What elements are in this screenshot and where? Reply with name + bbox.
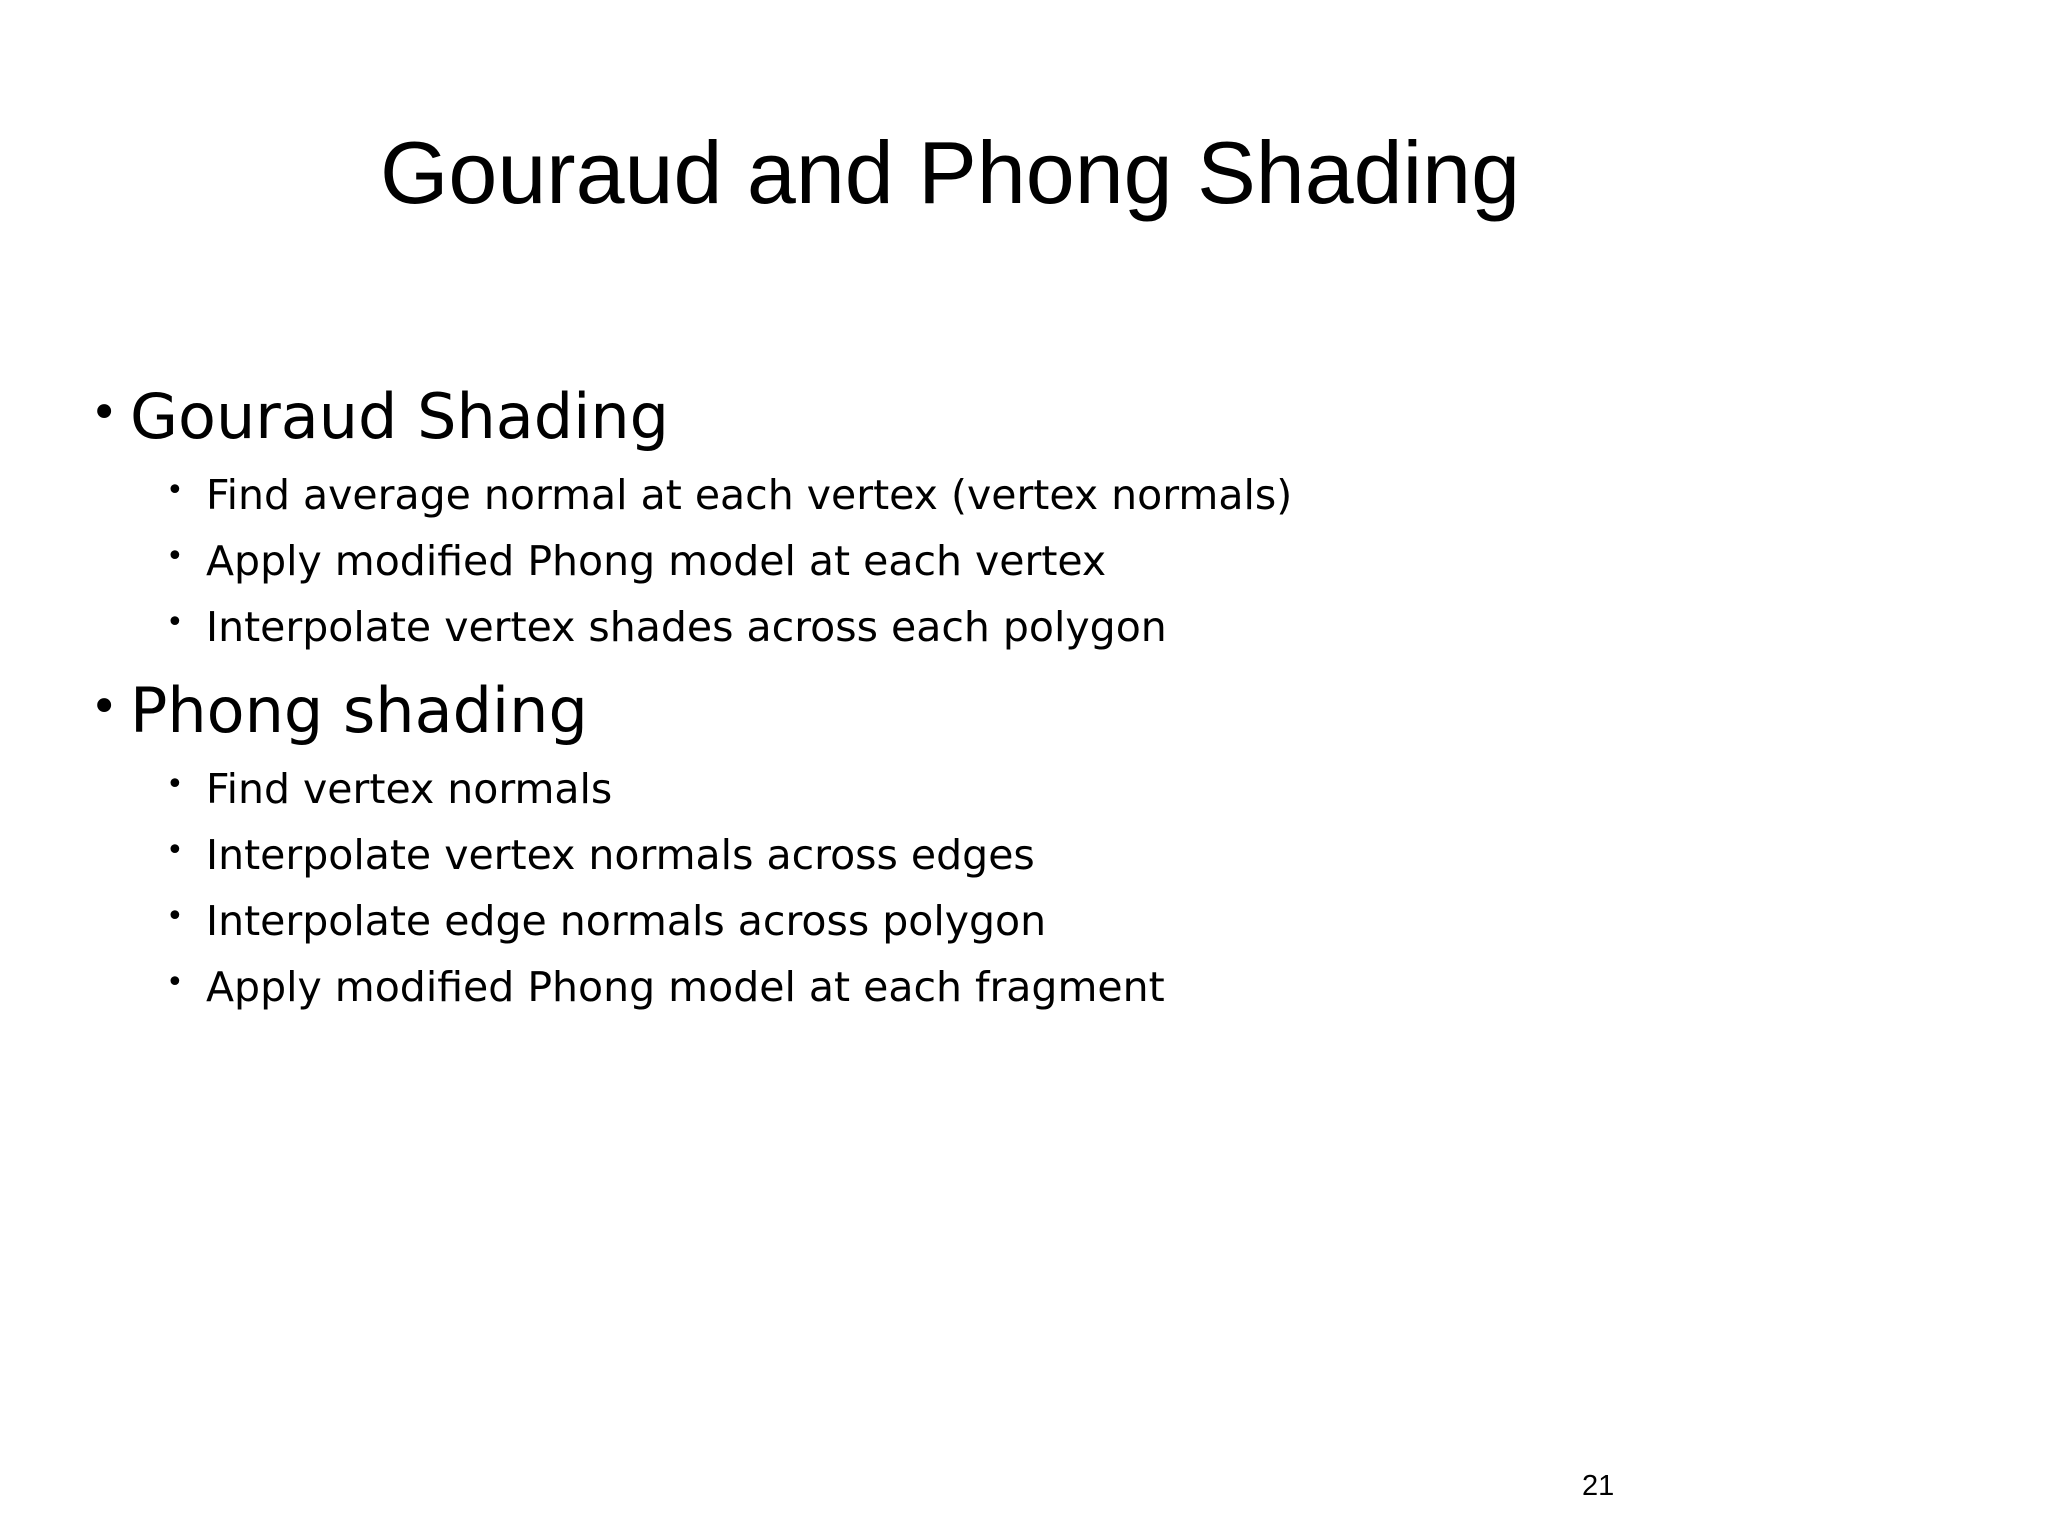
section-phong — [90, 666, 1890, 1020]
bullet-icon: • — [90, 679, 119, 735]
list-item-text: Apply modified Phong model at each vertex — [206, 537, 1107, 585]
bullet-icon: • — [166, 539, 184, 574]
bullet-icon: • — [166, 833, 184, 868]
list-item — [166, 528, 1890, 594]
bullet-icon: • — [166, 605, 184, 640]
section-heading-text: Phong shading — [130, 674, 588, 747]
page-number: 21 — [1582, 1470, 1615, 1502]
list-item — [166, 822, 1890, 888]
list-item-text: Find vertex normals — [206, 765, 613, 813]
bullet-icon: • — [166, 899, 184, 934]
list-item — [166, 594, 1890, 660]
bullet-icon: • — [166, 767, 184, 802]
bullet-icon: • — [166, 965, 184, 1000]
bullet-content — [90, 372, 1890, 1026]
slide-title: Gouraud and Phong Shading — [379, 123, 1521, 222]
bullet-icon: • — [166, 473, 184, 508]
list-item-text: Find average normal at each vertex (vertex normals) — [206, 471, 1293, 519]
section-heading — [90, 666, 1890, 756]
list-item-text: Interpolate vertex shades across each polygon — [206, 603, 1167, 651]
bullet-icon: • — [90, 385, 119, 441]
list-item — [166, 756, 1890, 822]
list-item-text: Interpolate edge normals across polygon — [206, 897, 1047, 945]
list-item — [166, 954, 1890, 1020]
section-heading-text: Gouraud Shading — [130, 380, 669, 453]
section-heading — [90, 372, 1890, 462]
list-item — [166, 888, 1890, 954]
list-item-text: Apply modified Phong model at each fragment — [206, 963, 1165, 1011]
list-item-text: Interpolate vertex normals across edges — [206, 831, 1035, 879]
list-item — [166, 462, 1890, 528]
section-gouraud — [90, 372, 1890, 660]
